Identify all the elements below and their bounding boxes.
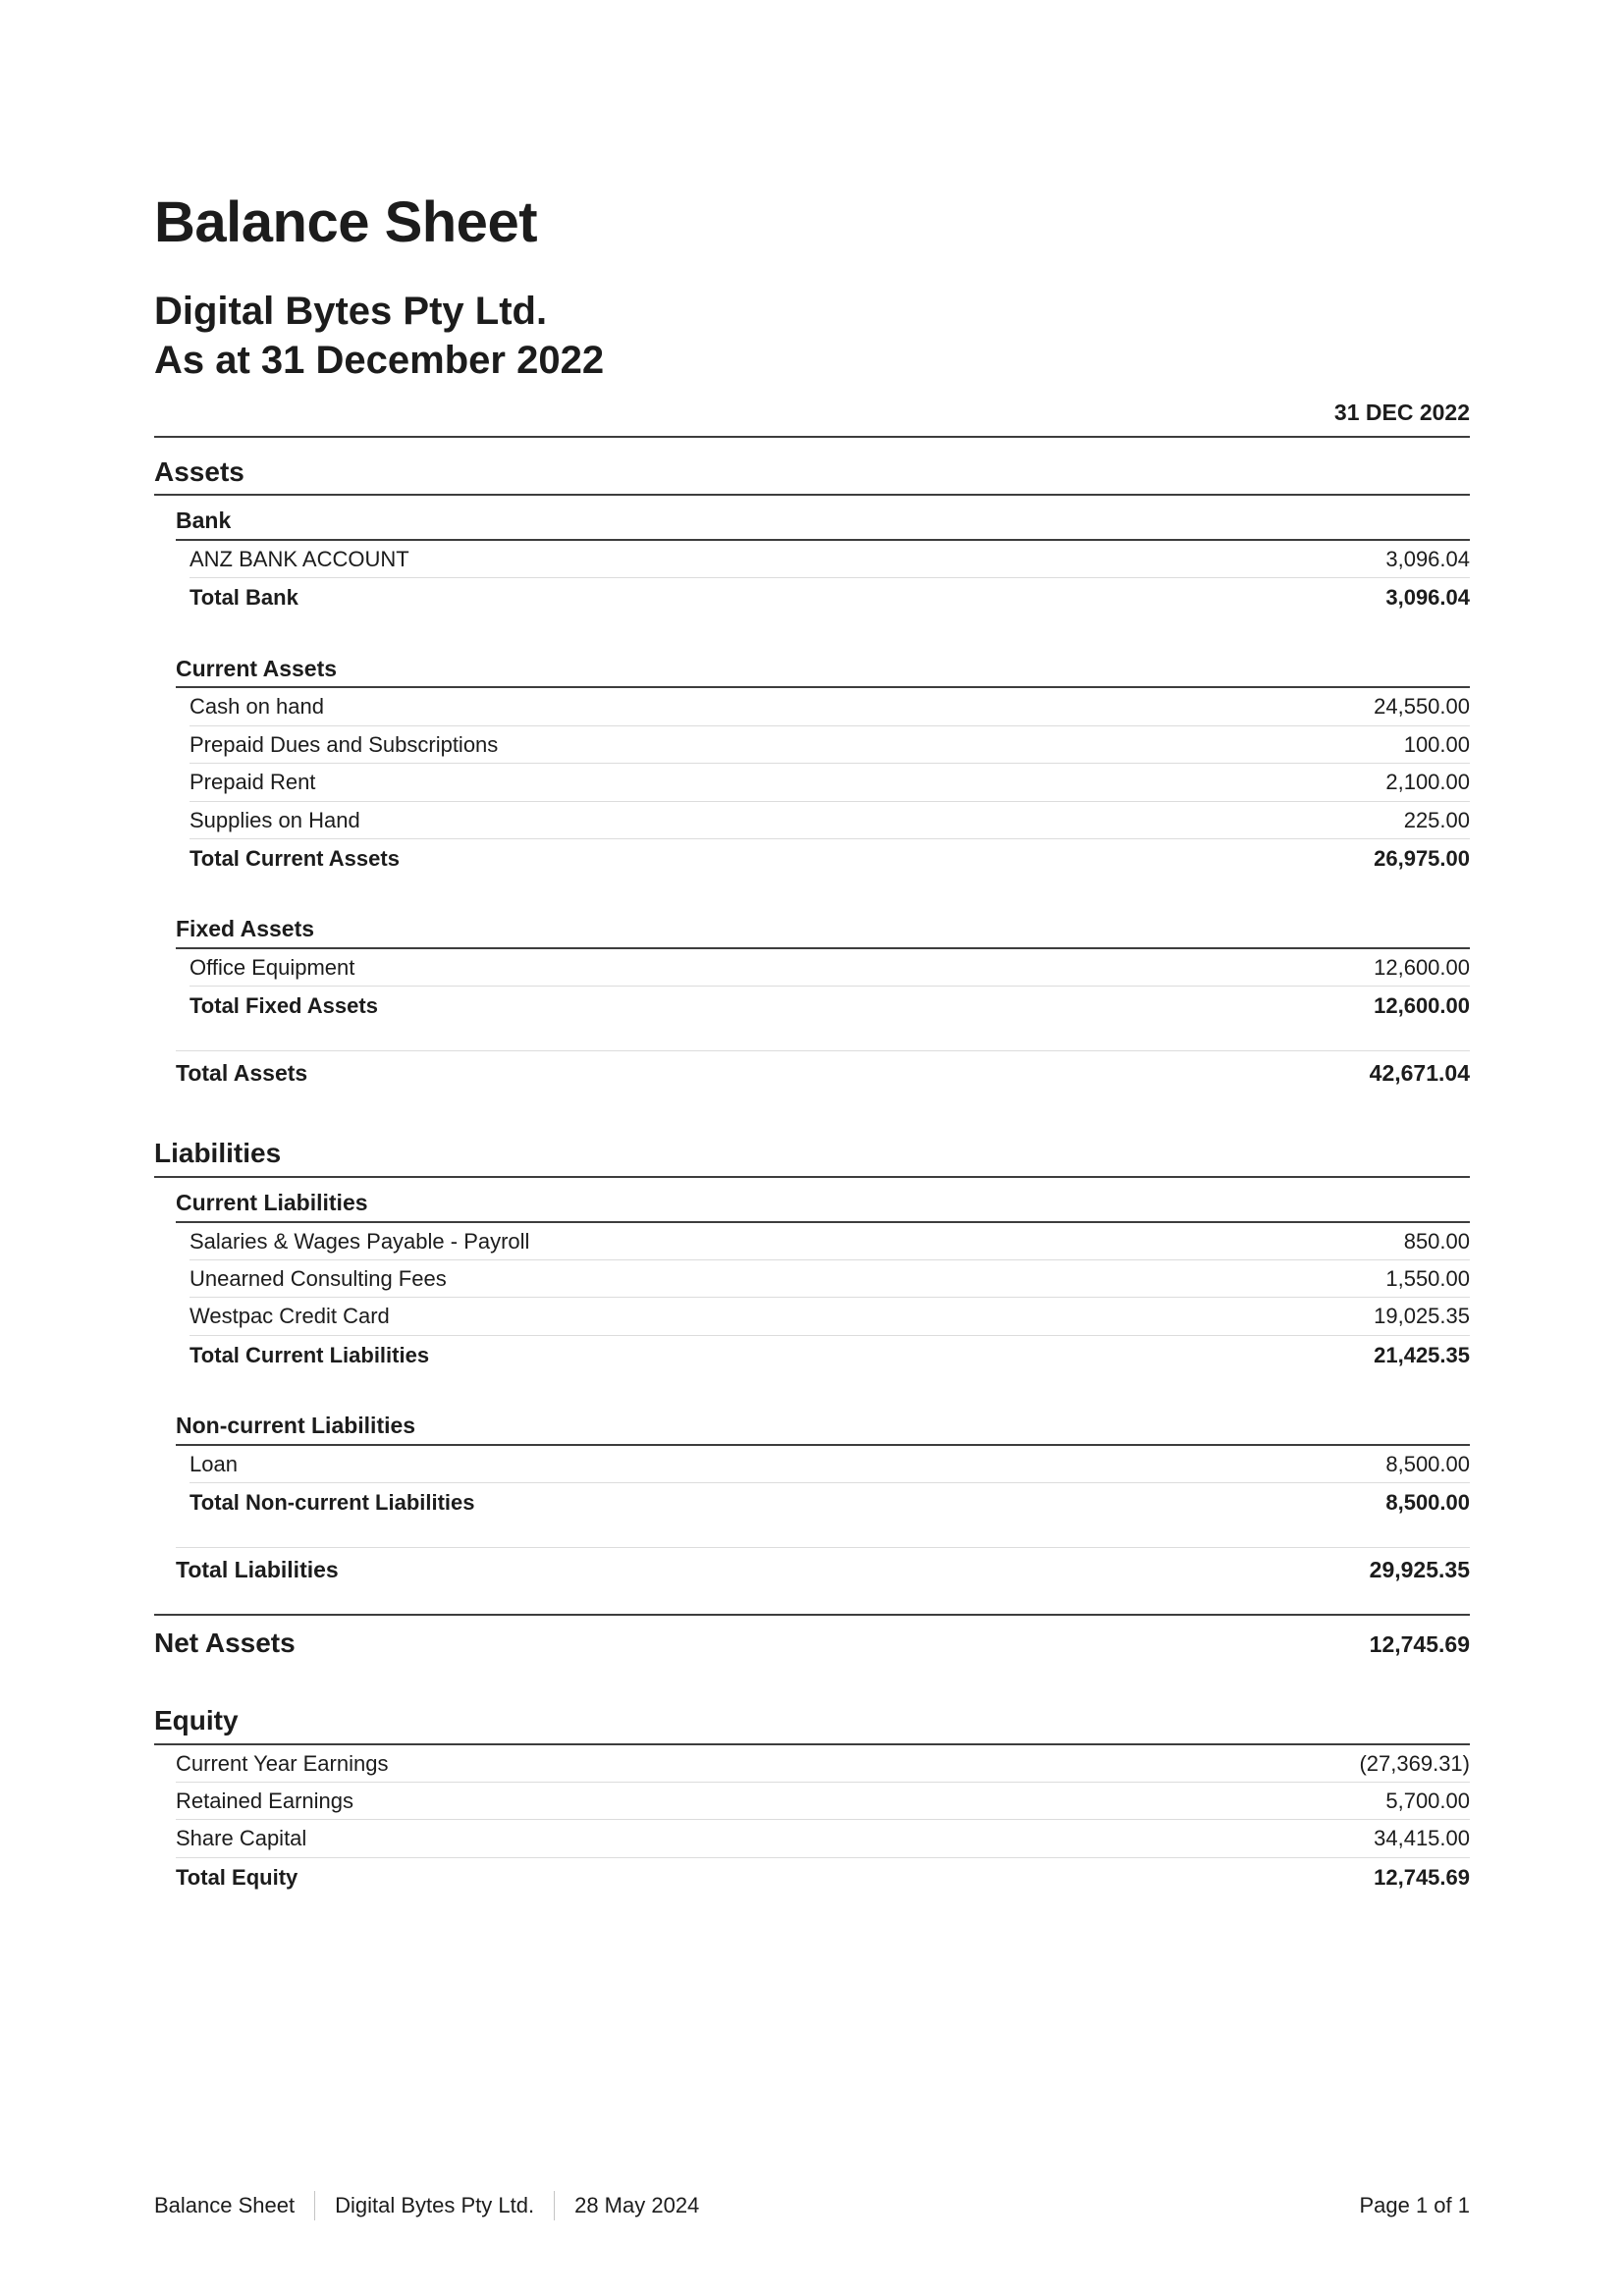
spacer — [154, 1092, 1470, 1119]
account-value: 34,415.00 — [1374, 1826, 1470, 1851]
total-value: 26,975.00 — [1374, 846, 1470, 872]
total-value: 12,600.00 — [1374, 993, 1470, 1019]
account-label: ANZ BANK ACCOUNT — [189, 547, 409, 572]
table-row — [189, 949, 1470, 987]
account-value: 8,500.00 — [1385, 1451, 1470, 1476]
account-value: 5,700.00 — [1385, 1789, 1470, 1814]
account-value: 24,550.00 — [1374, 694, 1470, 720]
spacer — [154, 1373, 1470, 1401]
spacer — [154, 616, 1470, 644]
total-value: 21,425.35 — [1374, 1342, 1470, 1367]
liabilities-heading: Liabilities — [154, 1137, 1470, 1178]
total-row — [176, 1858, 1470, 1896]
equity-heading: Equity — [154, 1704, 1470, 1745]
section-equity — [154, 1704, 1470, 1896]
total-row — [189, 987, 1470, 1024]
net-assets-value: 12,745.69 — [1369, 1631, 1470, 1658]
total-label: Total Liabilities — [176, 1556, 339, 1582]
footer-date: 28 May 2024 — [574, 2192, 700, 2217]
page-footer — [154, 2191, 1470, 2220]
account-value: 850.00 — [1403, 1228, 1470, 1254]
assets-heading: Assets — [154, 455, 1470, 497]
subsection-current-liabilities — [176, 1190, 1470, 1373]
table-row — [189, 764, 1470, 801]
table-row — [189, 802, 1470, 839]
total-row — [189, 839, 1470, 877]
account-label: Retained Earnings — [176, 1789, 354, 1814]
equity-rows — [176, 1745, 1470, 1896]
account-label: Loan — [189, 1451, 238, 1476]
fixed-assets-heading: Fixed Assets — [176, 916, 1470, 949]
total-value: 12,745.69 — [1374, 1864, 1470, 1890]
account-value: 3,096.04 — [1385, 547, 1470, 572]
subsection-noncurrent-liabilities — [176, 1413, 1470, 1521]
table-row — [176, 1820, 1470, 1857]
section-assets — [154, 455, 1470, 1092]
account-label: Current Year Earnings — [176, 1750, 389, 1776]
account-label: Share Capital — [176, 1826, 307, 1851]
bank-heading: Bank — [176, 507, 1470, 541]
spacer — [154, 877, 1470, 904]
table-row — [189, 1298, 1470, 1335]
total-label: Total Bank — [189, 585, 298, 611]
report-title: Balance Sheet — [154, 190, 538, 254]
table-row — [189, 688, 1470, 725]
total-label: Total Equity — [176, 1864, 298, 1890]
account-value: 19,025.35 — [1374, 1304, 1470, 1329]
total-value: 8,500.00 — [1385, 1490, 1470, 1516]
footer-report-name: Balance Sheet — [154, 2192, 296, 2217]
total-value: 42,671.04 — [1369, 1059, 1470, 1086]
table-row — [189, 1223, 1470, 1260]
total-label: Total Fixed Assets — [189, 993, 378, 1019]
noncurrent-liabilities-heading: Non-current Liabilities — [176, 1413, 1470, 1446]
table-row — [176, 1745, 1470, 1783]
current-assets-heading: Current Assets — [176, 656, 1470, 689]
account-label: Unearned Consulting Fees — [189, 1265, 447, 1291]
account-label: Supplies on Hand — [189, 807, 360, 832]
footer-page-number: Page 1 of 1 — [1359, 2192, 1470, 2217]
spacer — [154, 1659, 1470, 1686]
divider — [314, 2191, 315, 2220]
account-value: 2,100.00 — [1385, 770, 1470, 795]
divider — [554, 2191, 555, 2220]
total-label: Total Current Assets — [189, 846, 400, 872]
table-row — [189, 726, 1470, 764]
account-value: (27,369.31) — [1359, 1750, 1470, 1776]
total-row — [189, 1336, 1470, 1373]
subsection-current-assets — [176, 656, 1470, 878]
footer-company: Digital Bytes Pty Ltd. — [335, 2192, 535, 2217]
total-label: Total Assets — [176, 1059, 308, 1086]
total-liabilities-row — [176, 1548, 1470, 1589]
account-label: Office Equipment — [189, 955, 355, 980]
table-row — [176, 1783, 1470, 1820]
total-row — [189, 578, 1470, 615]
report-period: As at 31 December 2022 — [154, 339, 605, 382]
account-label: Salaries & Wages Payable - Payroll — [189, 1228, 530, 1254]
total-row — [189, 1483, 1470, 1521]
subsection-fixed-assets — [176, 916, 1470, 1024]
account-label: Prepaid Dues and Subscriptions — [189, 731, 499, 757]
table-row — [189, 541, 1470, 578]
table-row — [189, 1260, 1470, 1298]
report-content — [154, 0, 1470, 1896]
account-label: Cash on hand — [189, 694, 324, 720]
total-value: 3,096.04 — [1385, 585, 1470, 611]
subsection-bank — [176, 507, 1470, 615]
date-column-header: 31 DEC 2022 — [154, 399, 1470, 438]
section-liabilities — [154, 1137, 1470, 1588]
total-assets-row — [176, 1051, 1470, 1093]
total-label: Total Current Liabilities — [189, 1342, 430, 1367]
account-value: 225.00 — [1403, 807, 1470, 832]
current-liabilities-heading: Current Liabilities — [176, 1190, 1470, 1223]
account-label: Prepaid Rent — [189, 770, 316, 795]
net-assets-row — [154, 1616, 1470, 1659]
account-value: 12,600.00 — [1374, 955, 1470, 980]
account-value: 100.00 — [1403, 731, 1470, 757]
total-value: 29,925.35 — [1369, 1556, 1470, 1582]
net-assets-label: Net Assets — [154, 1628, 296, 1659]
company-name: Digital Bytes Pty Ltd. — [154, 290, 548, 333]
total-label: Total Non-current Liabilities — [189, 1490, 475, 1516]
account-value: 1,550.00 — [1385, 1265, 1470, 1291]
table-row — [189, 1446, 1470, 1483]
account-label: Westpac Credit Card — [189, 1304, 390, 1329]
footer-breadcrumb — [154, 2191, 699, 2220]
